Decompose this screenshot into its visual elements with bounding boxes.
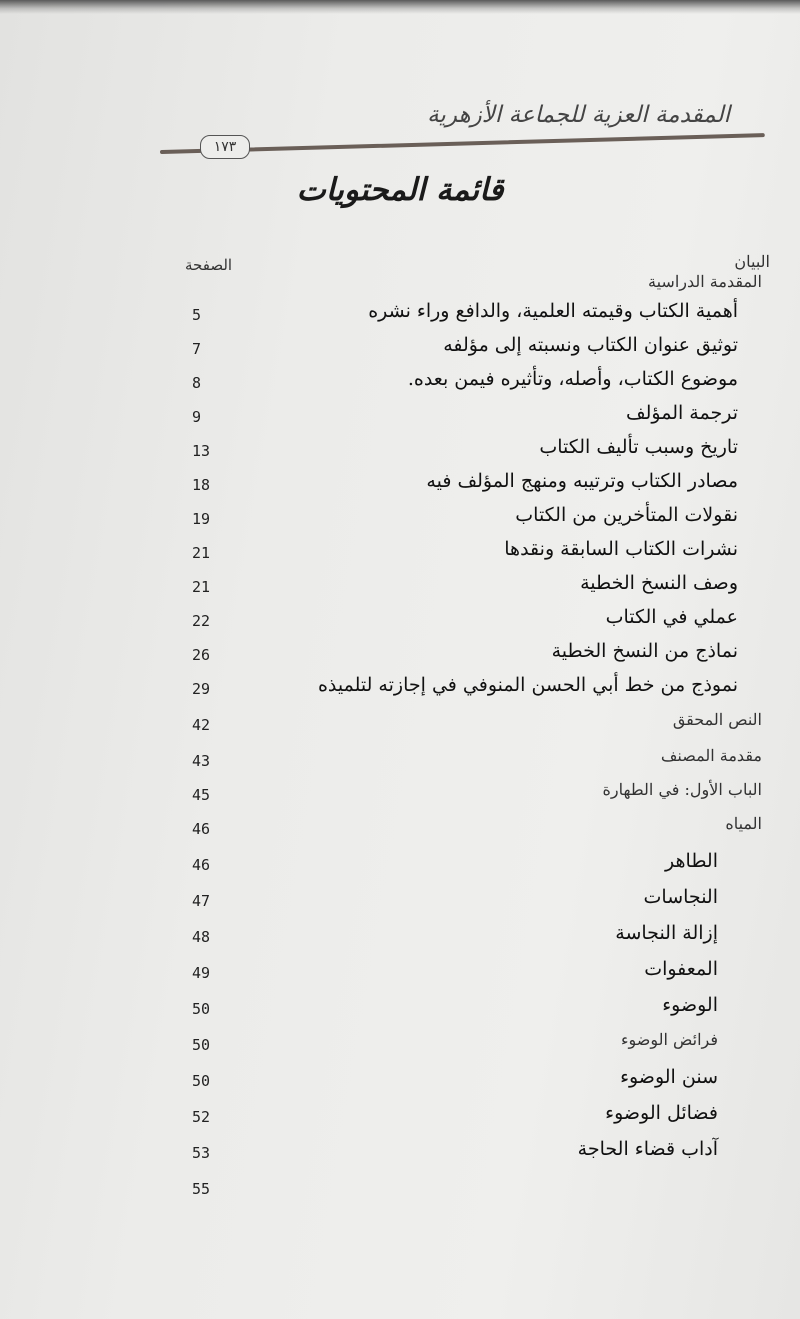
toc-entry-page: 8 [192,374,202,392]
toc-entry-text: سنن الوضوء [620,1066,718,1088]
toc-entry-page: 55 [192,1180,211,1198]
toc-entry-text: أهمية الكتاب وقيمته العلمية، والدافع وراء نشره [368,300,738,322]
toc-entry-text: ترجمة المؤلف [625,402,738,424]
running-title: المقدمة العزية للجماعة الأزهرية [427,102,730,128]
toc-row [170,572,770,606]
toc-entry-text: مصادر الكتاب وترتيبه ومنهج المؤلف فيه [426,470,738,492]
toc-entry-text: تاريخ وسبب تأليف الكتاب [539,436,738,458]
toc-row [170,1066,770,1100]
toc-entry-text: نماذج من النسخ الخطية [551,640,738,662]
toc-row [170,958,770,992]
toc-entry-text: المياه [725,814,762,833]
toc-entry-text: فضائل الوضوء [605,1102,718,1124]
toc-row [170,1102,770,1136]
toc-row [170,994,770,1028]
toc-row [170,922,770,956]
toc-entry-page: 42 [192,716,211,734]
toc-entry-page: 46 [192,820,211,838]
toc-row [170,300,770,334]
toc-row [170,814,770,848]
toc-row [170,746,770,780]
toc-entry-page: 52 [192,1108,211,1126]
toc-entry-text: فرائض الوضوء [620,1030,718,1049]
toc-row [170,640,770,674]
toc-entry-page: 46 [192,856,211,874]
toc-entry-page: 50 [192,1072,211,1090]
toc-entry-page: 43 [192,752,211,770]
toc-entry-text: آداب قضاء الحاجة [577,1138,718,1160]
toc-entry-page: 5 [192,306,202,324]
toc-row [170,850,770,884]
toc-entry-page: 45 [192,786,211,804]
toc-entry-page: 21 [192,578,211,596]
toc-entry-page: 26 [192,646,211,664]
toc-row [170,470,770,504]
toc-row [170,436,770,470]
toc-entry-text: مقدمة المصنف [660,746,762,765]
toc-entry-text: الباب الأول: في الطهارة [602,780,762,799]
toc-row [170,402,770,436]
toc-entry-text: عملي في الكتاب [605,606,738,628]
toc-entry-page: 9 [192,408,202,426]
toc-entry-page: 21 [192,544,211,562]
toc-entry-text: موضوع الكتاب، وأصله، وتأثيره فيمن بعده. [407,368,738,390]
toc-entry-page: 50 [192,1036,211,1054]
page-number: ١٧٣ [200,135,250,159]
toc-row [170,710,770,744]
toc-entry-page: 18 [192,476,211,494]
toc-entry-page: 22 [192,612,211,630]
toc-entry-text: وصف النسخ الخطية [580,572,738,594]
toc-row [170,538,770,572]
toc-entry-text: نموذج من خط أبي الحسن المنوفي في إجازته لتلميذه [317,674,738,696]
toc-row [170,1138,770,1172]
header-rule [160,133,765,154]
toc-entry-text: توثيق عنوان الكتاب ونسبته إلى مؤلفه [443,334,738,356]
page-edge-shadow [0,0,800,14]
toc-entry-text: المقدمة الدراسية [648,272,762,291]
toc-row [170,1030,770,1064]
toc-entry-page: 50 [192,1000,211,1018]
toc-top-heading: البيان [734,252,770,271]
toc-row [170,368,770,402]
toc-entry-text: الطاهر [665,850,718,872]
toc-entry-text: الوضوء [662,994,718,1016]
toc-entry-page: 7 [192,340,202,358]
toc-entry-page: 48 [192,928,211,946]
toc-row [170,606,770,640]
toc-row [170,334,770,368]
toc-entry-text: إزالة النجاسة [615,922,718,944]
toc-entry-text: النص المحقق [672,710,762,729]
toc-entry-page: 13 [192,442,211,460]
toc-row [170,780,770,814]
page-column-label: الصفحة [185,256,233,274]
toc-entry-page: 19 [192,510,211,528]
toc-entry-text: المعفوات [644,958,718,980]
toc-entry-page: 49 [192,964,211,982]
toc-row [170,674,770,708]
toc-entry-text: نقولات المتأخرين من الكتاب [515,504,738,526]
toc-entry-text: نشرات الكتاب السابقة ونقدها [504,538,738,560]
page-header [0,88,800,178]
toc-entry-page: 53 [192,1144,211,1162]
toc-entry-page: 29 [192,680,211,698]
toc-entry-page: 47 [192,892,211,910]
toc-row [170,886,770,920]
toc-entry-text: النجاسات [643,886,718,908]
toc-row [170,504,770,538]
toc-row [170,1174,770,1208]
toc-title: قائمة المحتويات [296,172,504,208]
